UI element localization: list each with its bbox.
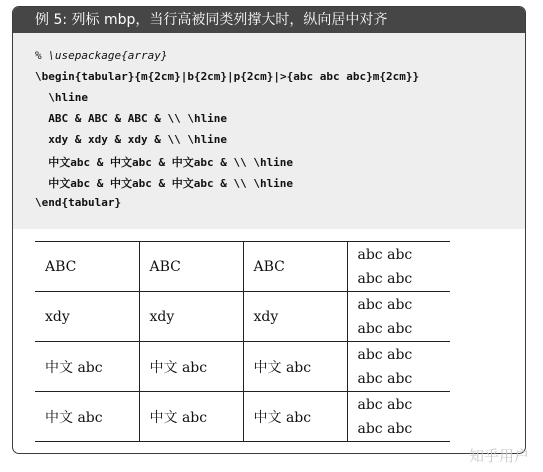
table-cell: abc abc abc abc bbox=[347, 242, 450, 292]
code-line: \hline bbox=[35, 91, 88, 104]
table-cell: 中文 abc bbox=[35, 392, 139, 442]
table-cell: ABC bbox=[35, 242, 139, 292]
table-row bbox=[35, 242, 450, 292]
code-line: % \usepackage{array} bbox=[35, 49, 168, 62]
table-cell: ABC bbox=[243, 242, 347, 292]
code-line: xdy & xdy & xdy & \\ \hline bbox=[35, 133, 228, 146]
table-cell: 中文 abc bbox=[35, 342, 139, 392]
table-cell: abc abc abc abc bbox=[347, 292, 450, 342]
table-row bbox=[35, 292, 450, 342]
demo-table bbox=[35, 241, 450, 442]
example-title: 例 5: 列标 mbp，当行高被同类列撑大时，纵向居中对齐 bbox=[13, 7, 525, 33]
code-line: 中文abc & 中文abc & 中文abc & \\ \hline bbox=[35, 156, 294, 169]
table-cell: 中文 abc bbox=[139, 392, 243, 442]
table-row bbox=[35, 342, 450, 392]
code-block bbox=[13, 33, 525, 229]
table-row bbox=[35, 392, 450, 442]
watermark: 知乎用户 bbox=[468, 447, 529, 465]
code-line: 中文abc & 中文abc & 中文abc & \\ \hline bbox=[35, 177, 294, 190]
example-box bbox=[12, 6, 526, 454]
table-cell: 中文 abc bbox=[243, 392, 347, 442]
table-cell: 中文 abc bbox=[243, 342, 347, 392]
table-cell: xdy bbox=[243, 292, 347, 342]
table-cell: xdy bbox=[139, 292, 243, 342]
table-cell: 中文 abc bbox=[139, 342, 243, 392]
code-line: \begin{tabular}{m{2cm}|b{2cm}|p{2cm}|>{abc abc abc}m{2cm}} bbox=[35, 70, 420, 83]
table-cell: abc abc abc abc bbox=[347, 342, 450, 392]
table-cell: ABC bbox=[139, 242, 243, 292]
table-cell: xdy bbox=[35, 292, 139, 342]
table-cell: abc abc abc abc bbox=[347, 392, 450, 442]
code-line: ABC & ABC & ABC & \\ \hline bbox=[35, 112, 228, 125]
code-line: \end{tabular} bbox=[35, 196, 122, 209]
